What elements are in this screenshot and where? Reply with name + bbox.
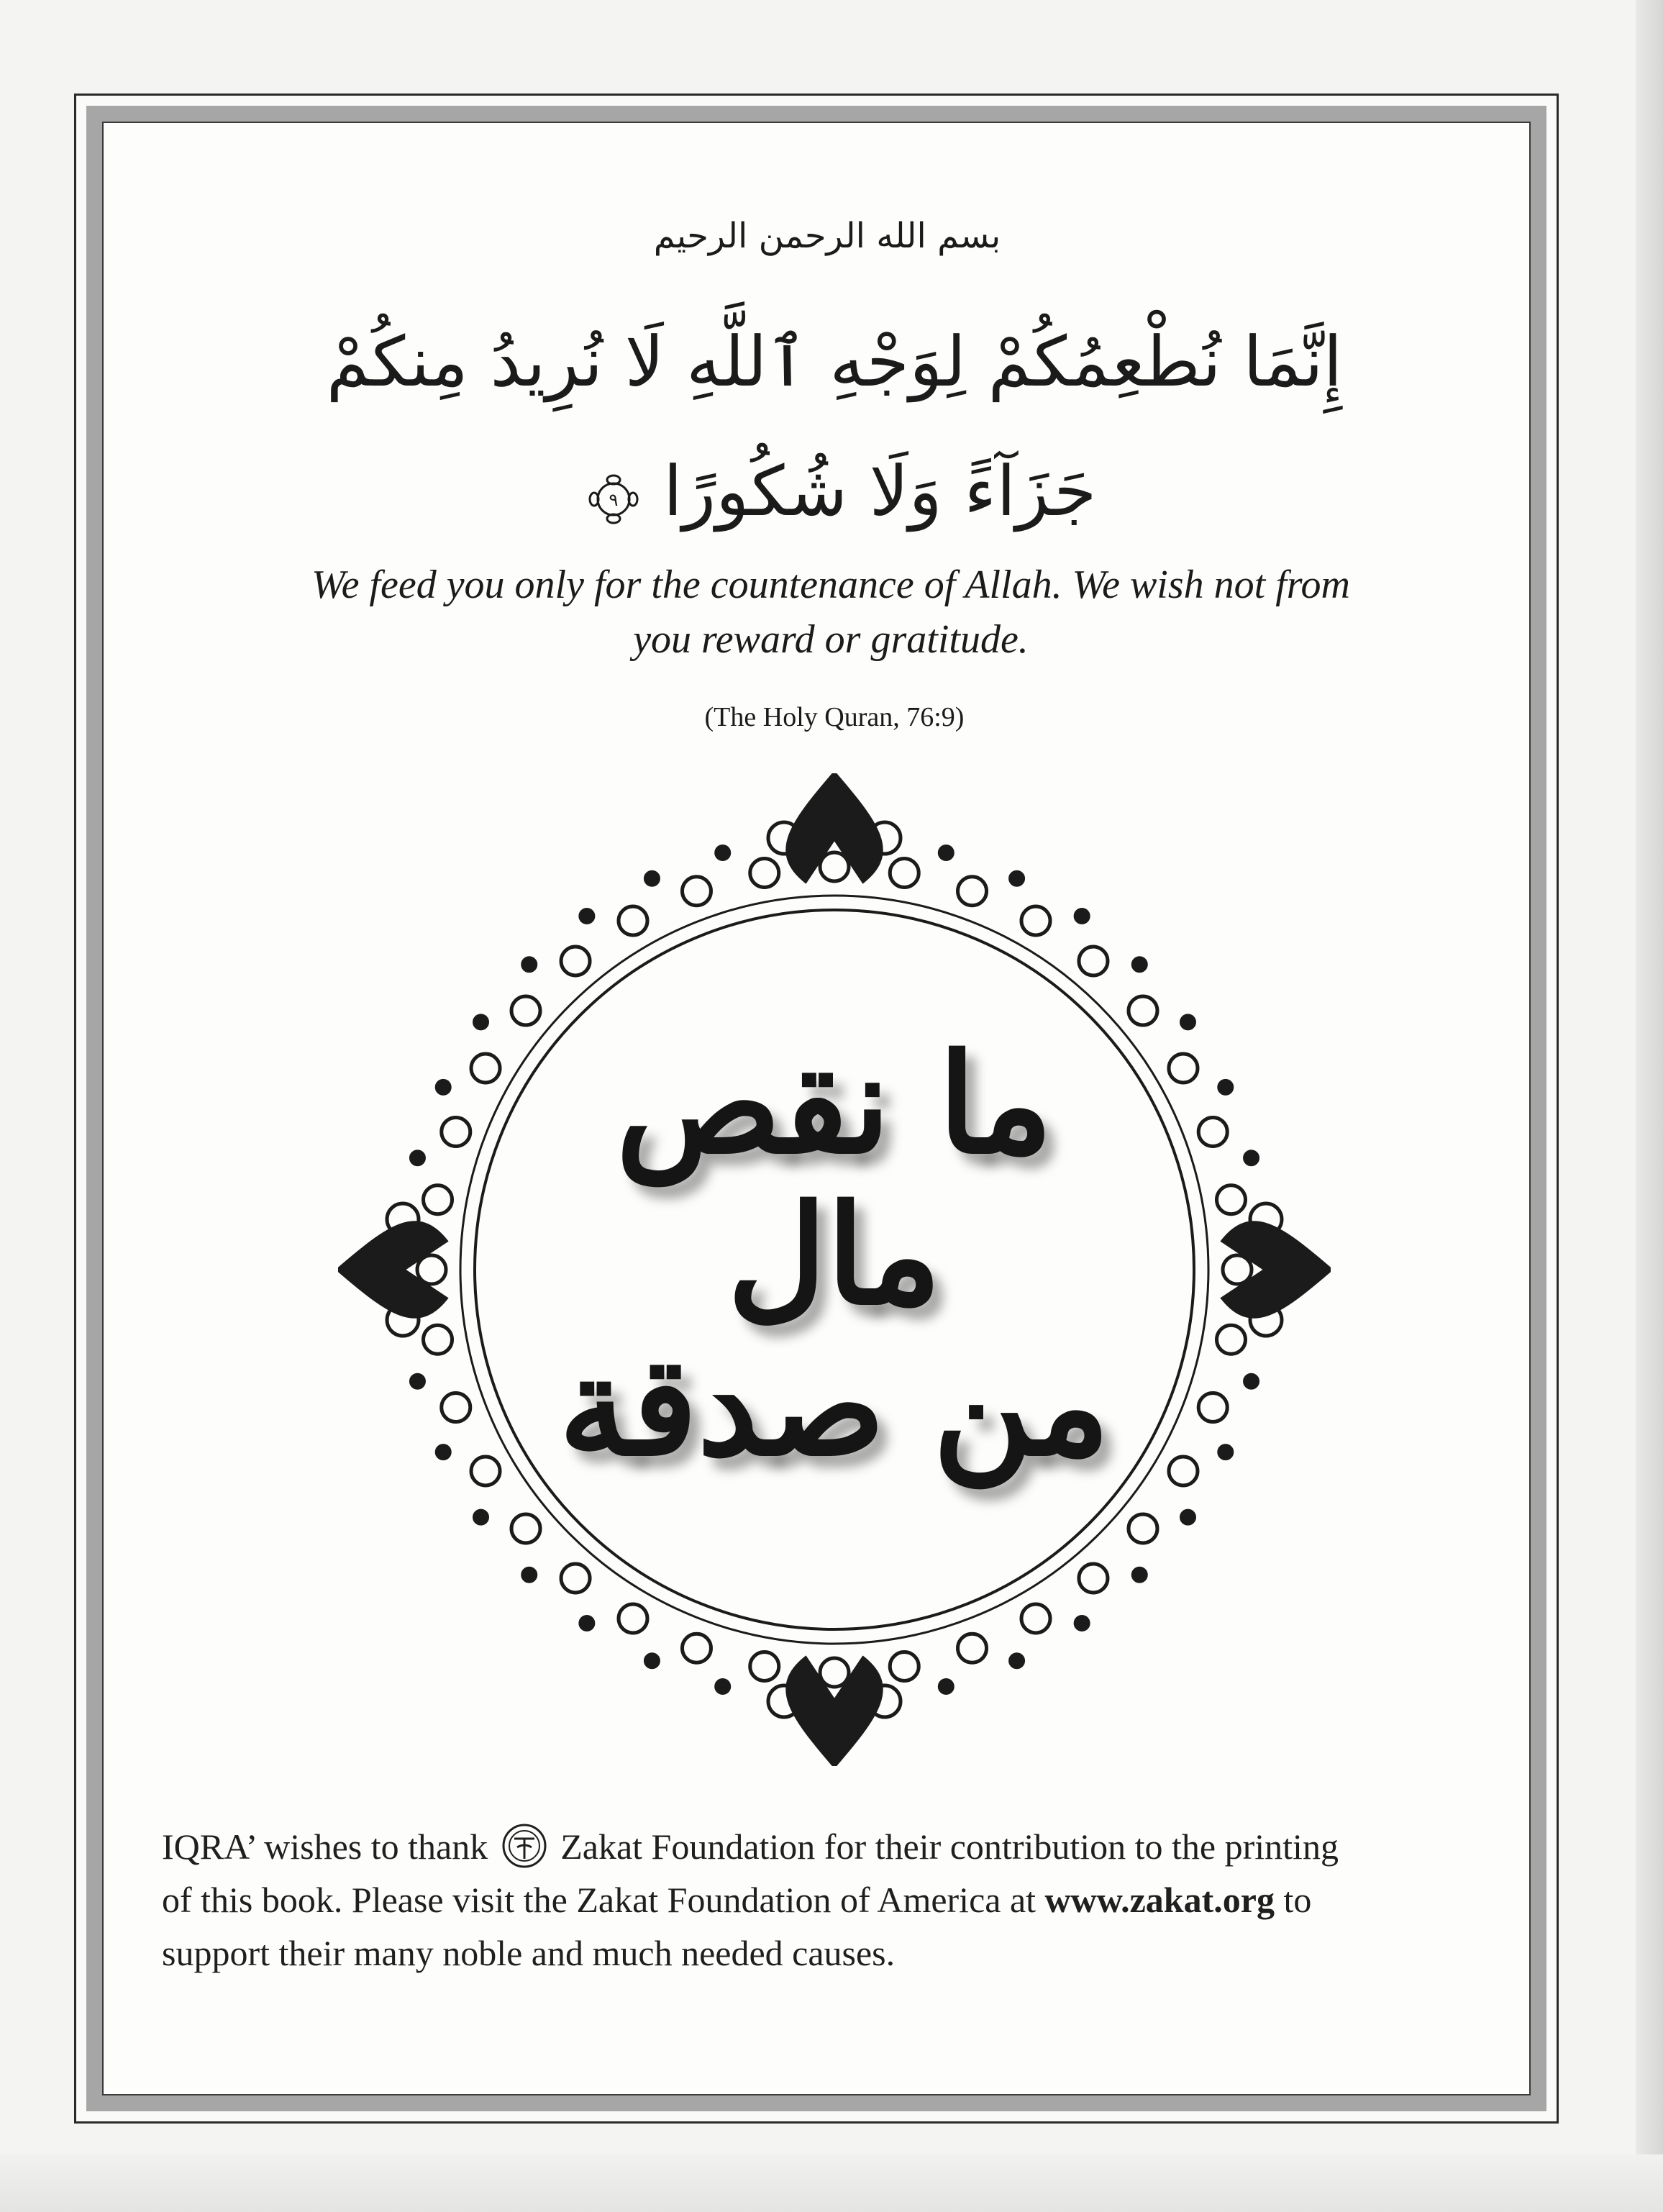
scroll-motif xyxy=(442,1117,470,1146)
bud-motif xyxy=(1133,1568,1146,1581)
bud-motif xyxy=(716,846,729,859)
scroll-motif xyxy=(417,1255,446,1284)
scroll-motif xyxy=(750,1652,779,1680)
acknowledgement-part-3: of this book. Please visit the Zakat Foundation of America at xyxy=(162,1880,1036,1920)
scroll-motif xyxy=(471,1457,500,1485)
quran-verse-text-2: جَزَآءً وَلَا شُكُورًا xyxy=(663,451,1097,532)
bud-motif xyxy=(1075,1616,1088,1629)
acknowledgement-part-2: Zakat Foundation for their contribution to the printing xyxy=(560,1826,1339,1867)
acknowledgement-paragraph xyxy=(162,1820,1500,1980)
bud-motif xyxy=(939,1680,952,1693)
scroll-motif xyxy=(820,852,849,881)
translation-line-1: We feed you only for the countenance of Allah. We wish not from xyxy=(311,563,1350,607)
bud-motif xyxy=(645,1655,658,1667)
scroll-motif xyxy=(561,947,590,975)
verse-translation xyxy=(237,557,1424,667)
bud-motif xyxy=(580,1616,593,1629)
scroll-motif xyxy=(1079,1564,1108,1593)
fleuron-motif xyxy=(768,1658,901,1766)
zakat-foundation-globe-icon xyxy=(501,1823,547,1869)
acknowledgement-part-1: IQRA’ wishes to thank xyxy=(162,1826,488,1867)
basmala: بسم الله الرحمن الرحيم xyxy=(653,216,1001,256)
bud-motif xyxy=(939,846,952,859)
bud-motif xyxy=(1181,1511,1194,1524)
scroll-motif xyxy=(471,1054,500,1083)
scroll-motif xyxy=(424,1325,452,1354)
calligraphy-line-2: من صدقة xyxy=(558,1326,1111,1486)
scroll-motif xyxy=(958,877,987,906)
bud-motif xyxy=(411,1375,424,1388)
scroll-motif xyxy=(1129,996,1157,1025)
translation-line-2: you reward or gratitude. xyxy=(633,617,1029,662)
quran-verse-line-2 xyxy=(273,451,1395,532)
scroll-motif xyxy=(619,1604,647,1633)
scroll-motif xyxy=(1216,1185,1245,1214)
bud-motif xyxy=(645,872,658,885)
sadaqah-calligraphy xyxy=(547,1024,1122,1486)
bud-motif xyxy=(475,1016,488,1029)
bud-motif xyxy=(1011,1655,1024,1667)
bud-motif xyxy=(411,1152,424,1165)
calligraphy-line-1: ما نقص مال xyxy=(616,1024,1053,1335)
scroll-motif xyxy=(1198,1117,1227,1146)
scroll-motif xyxy=(1129,1514,1157,1543)
acknowledgement-part-4: to xyxy=(1283,1880,1312,1920)
scroll-motif xyxy=(511,1514,540,1543)
fleuron-motif xyxy=(1223,1203,1331,1336)
scroll-motif xyxy=(682,877,711,906)
fleuron-petal xyxy=(338,1223,446,1316)
scroll-motif xyxy=(561,1564,590,1593)
bud-motif xyxy=(523,1568,536,1581)
bud-motif xyxy=(475,1511,488,1524)
scroll-motif xyxy=(511,996,540,1025)
bud-motif xyxy=(716,1680,729,1693)
scroll-motif xyxy=(1223,1255,1252,1284)
bud-motif xyxy=(523,958,536,971)
ayah-number: ٩ xyxy=(609,490,619,510)
quran-verse-line-1 xyxy=(273,322,1395,402)
scroll-motif xyxy=(750,859,779,888)
verse-citation: (The Holy Quran, 76:9) xyxy=(704,702,965,732)
scroll-motif xyxy=(1216,1325,1245,1354)
bud-motif xyxy=(1011,872,1024,885)
bud-motif xyxy=(1181,1016,1194,1029)
bud-motif xyxy=(1245,1375,1258,1388)
bud-motif xyxy=(1219,1080,1232,1093)
scroll-motif xyxy=(1169,1054,1198,1083)
bud-motif xyxy=(580,910,593,923)
scroll-motif xyxy=(1198,1393,1227,1422)
zakat-website-link[interactable]: www.zakat.org xyxy=(1044,1880,1275,1920)
scroll-motif xyxy=(1021,906,1050,935)
scroll-motif xyxy=(619,906,647,935)
scroll-motif xyxy=(890,1652,919,1680)
ayah-end-rosette-icon xyxy=(586,469,642,525)
scroll-motif xyxy=(682,1634,711,1662)
bud-motif xyxy=(1245,1152,1258,1165)
fleuron-motif xyxy=(338,1203,446,1336)
bud-motif xyxy=(1075,910,1088,923)
bud-motif xyxy=(1133,958,1146,971)
scroll-motif xyxy=(890,859,919,888)
acknowledgement-part-5: support their many noble and much needed causes. xyxy=(162,1933,896,1973)
fleuron-petal xyxy=(1223,1223,1331,1316)
quran-verse-text-1: إِنَّمَا نُطْعِمُكُمْ لِوَجْهِ ٱللَّهِ لَا نُرِيدُ مِنكُمْ xyxy=(326,322,1343,402)
fleuron-motif xyxy=(768,773,901,881)
scroll-motif xyxy=(1021,1604,1050,1633)
fleuron-petal xyxy=(788,1658,881,1766)
scroll-motif xyxy=(820,1658,849,1687)
scroll-motif xyxy=(424,1185,452,1214)
scroll-motif xyxy=(1169,1457,1198,1485)
scroll-motif xyxy=(442,1393,470,1422)
bud-motif xyxy=(1219,1446,1232,1459)
scroll-motif xyxy=(1079,947,1108,975)
bud-motif xyxy=(437,1446,450,1459)
bud-motif xyxy=(437,1080,450,1093)
scroll-motif xyxy=(958,1634,987,1662)
fleuron-petal xyxy=(788,773,881,881)
